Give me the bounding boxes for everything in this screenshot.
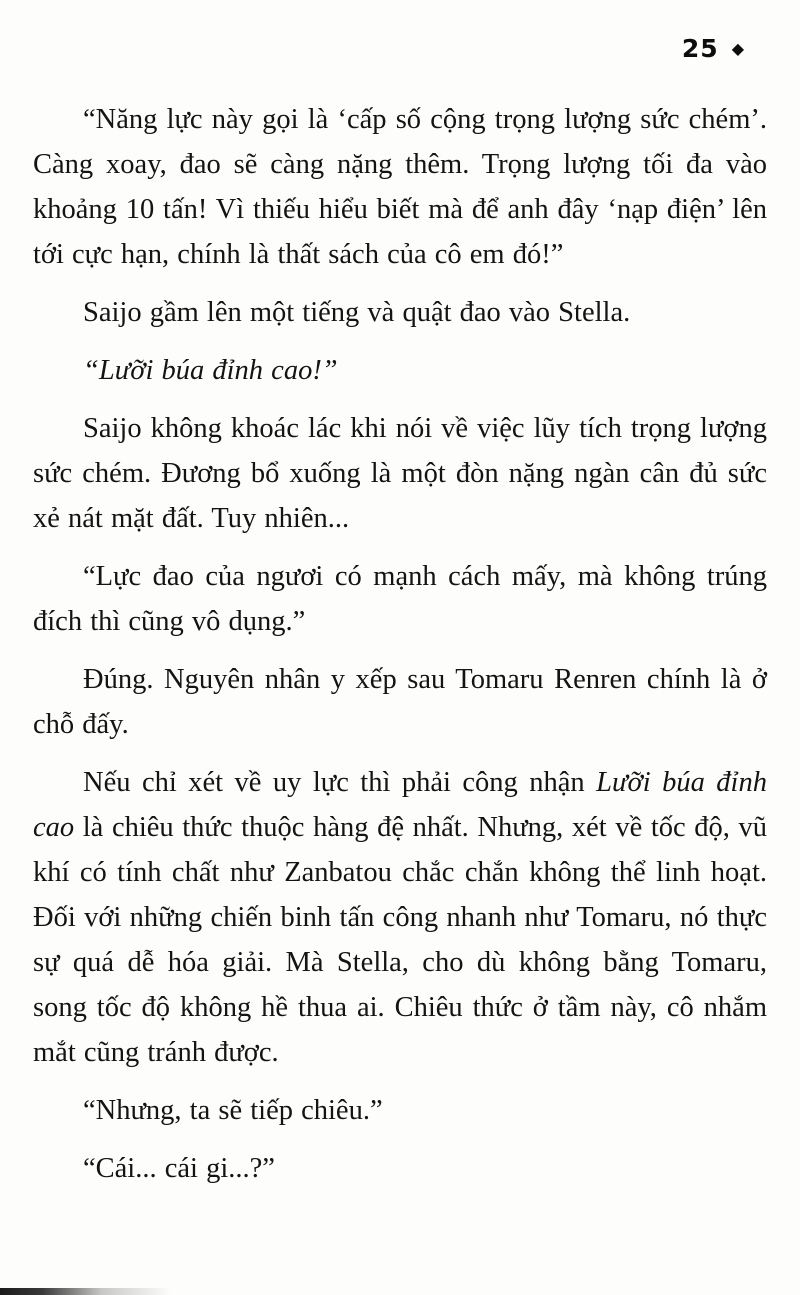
paragraph (33, 1146, 767, 1191)
paragraph (33, 760, 767, 1075)
text-run: “Nhưng, ta sẽ tiếp chiêu.” (83, 1095, 383, 1126)
text-run: Đúng. Nguyên nhân y xếp sau Tomaru Renren chính là ở chỗ đấy. (33, 664, 767, 740)
text-run: Saijo không khoác lác khi nói về việc lũy tích trọng lượng sức chém. Đương bổ xuống là một đòn nặng ngàn cân đủ sức xẻ nát mặt đất. Tuy nhiên... (33, 413, 767, 534)
italic-run: Lưỡi búa đỉnh cao (33, 767, 767, 843)
diamond-icon: ◆ (731, 40, 744, 58)
text-run: “Năng lực này gọi là ‘cấp số cộng trọng lượng sức chém’. Càng xoay, đao sẽ càng nặng thêm. Trọng lượng tối đa vào khoảng 10 tấn! Vì thiếu hiểu biết mà để anh đây ‘nạp điện’ lên tới cực hạn, chính là thất sách của cô em đó!” (33, 104, 767, 270)
text-run: Saijo gầm lên một tiếng và quật đao vào Stella. (83, 297, 631, 328)
text-run: “Lực đao của ngươi có mạnh cách mấy, mà không trúng đích thì cũng vô dụng.” (33, 561, 767, 637)
text-run: là chiêu thức thuộc hàng đệ nhất. Nhưng, xét về tốc độ, vũ khí có tính chất như Zanbatou chắc chắn không thể linh hoạt. Đối với những chiến binh tấn công nhanh như Tomaru, nó thực sự quá dễ hóa giải. Mà Stella, cho dù không bằng Tomaru, song tốc độ không hề thua ai. Chiêu thức ở tầm này, cô nhắm mắt cũng tránh được. (33, 812, 767, 1068)
page-header (682, 34, 744, 63)
paragraph (33, 554, 767, 644)
paragraph (33, 97, 767, 277)
paragraph (33, 348, 767, 393)
text-run: Nếu chỉ xét về uy lực thì phải công nhận (83, 767, 597, 798)
scan-edge-artifact (0, 1288, 170, 1295)
paragraph (33, 1088, 767, 1133)
page-number: 25 (681, 34, 719, 63)
italic-run: “Lưỡi búa đỉnh cao!” (83, 355, 338, 386)
paragraph (33, 290, 767, 335)
text-run: “Cái... cái gi...?” (83, 1153, 275, 1184)
paragraph (33, 657, 767, 747)
paragraph (33, 406, 767, 541)
page-body (33, 97, 767, 1204)
